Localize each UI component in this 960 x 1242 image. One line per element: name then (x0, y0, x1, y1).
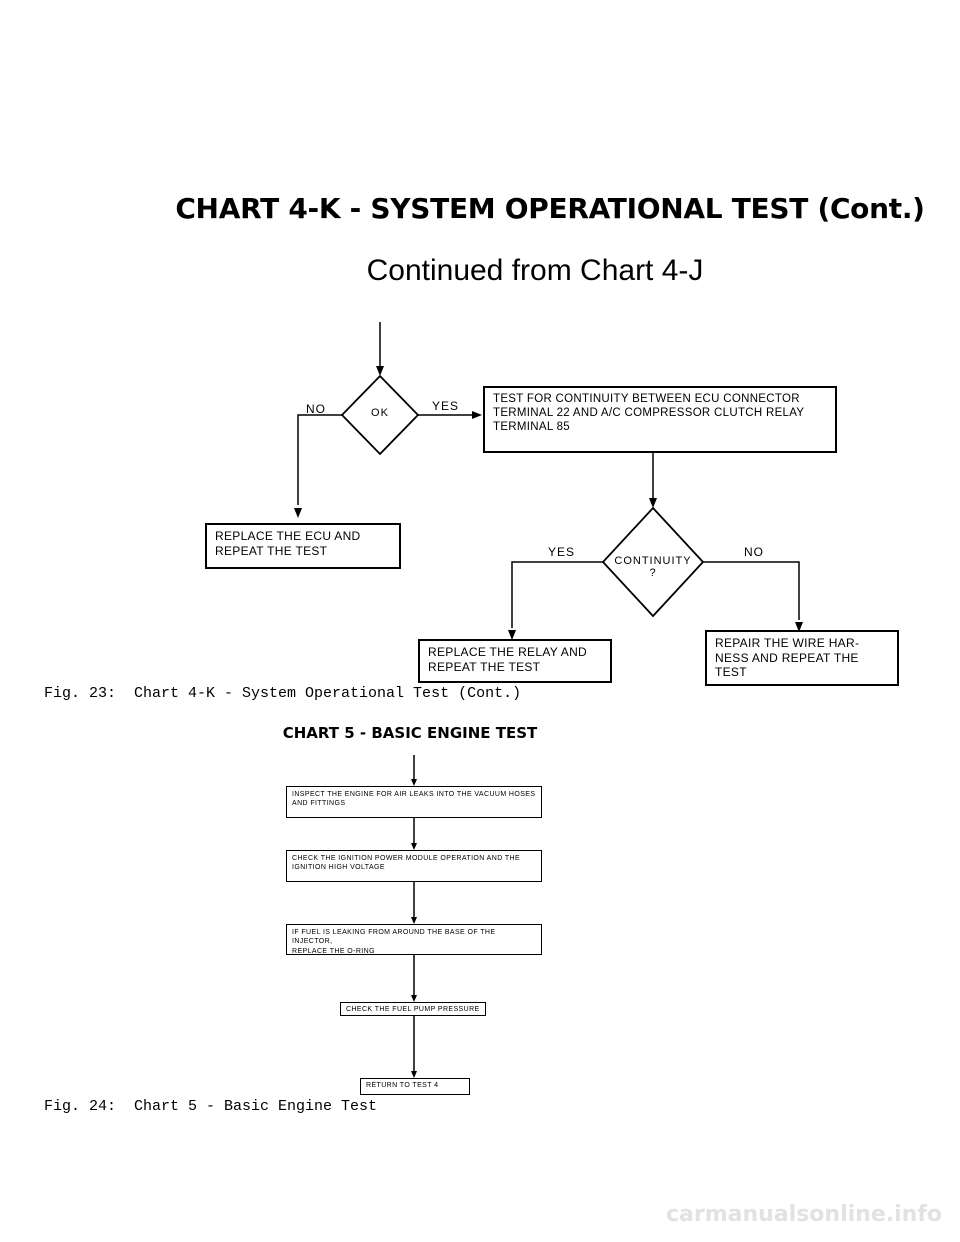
ok-no-label: NO (306, 402, 326, 416)
arrowhead (411, 1071, 417, 1078)
figure-24-caption: Fig. 24: Chart 5 - Basic Engine Test (44, 1098, 378, 1115)
chart-5-title: CHART 5 - BASIC ENGINE TEST (282, 724, 538, 742)
continuity-decision-label: CONTINUITY ? (614, 555, 692, 580)
arrowhead (376, 366, 384, 376)
ok-decision-label: OK (371, 407, 389, 419)
c5-step-inspect-box: INSPECT THE ENGINE FOR AIR LEAKS INTO THE VACUUM HOSES AND FITTINGS (286, 786, 542, 818)
arrowhead (411, 917, 417, 924)
arrowhead (294, 508, 302, 518)
c5-step-fuel-leak-box: IF FUEL IS LEAKING FROM AROUND THE BASE OF THE INJECTOR, REPLACE THE O-RING (286, 924, 542, 955)
cont-no-line (703, 562, 799, 620)
c5-step-fuel-pressure-box: CHECK THE FUEL PUMP PRESSURE (340, 1002, 486, 1016)
ok-yes-label: YES (432, 399, 460, 413)
repair-harness-box: REPAIR THE WIRE HAR- NESS AND REPEAT THE TEST (705, 630, 899, 686)
c5-step-ignition-box: CHECK THE IGNITION POWER MODULE OPERATION AND THE IGNITION HIGH VOLTAGE (286, 850, 542, 882)
test-continuity-box: TEST FOR CONTINUITY BETWEEN ECU CONNECTOR TERMINAL 22 AND A/C COMPRESSOR CLUTCH RELAY TERMINAL 85 (483, 386, 837, 453)
ok-no-line (298, 415, 342, 505)
replace-relay-box: REPLACE THE RELAY AND REPEAT THE TEST (418, 639, 612, 683)
cont-no-label: NO (744, 545, 764, 559)
watermark: carmanualsonline.info (666, 1202, 942, 1227)
cont-yes-line (512, 562, 603, 628)
replace-ecu-box: REPLACE THE ECU AND REPEAT THE TEST (205, 523, 401, 569)
arrowhead (411, 779, 417, 786)
arrowhead (472, 411, 482, 419)
cont-yes-label: YES (548, 545, 576, 559)
arrowhead (411, 843, 417, 850)
figure-23-caption: Fig. 23: Chart 4-K - System Operational Test (Cont.) (44, 685, 522, 702)
chart-4k-title: CHART 4-K - SYSTEM OPERATIONAL TEST (Cont.) (175, 192, 925, 225)
chart-4k-subtitle: Continued from Chart 4-J (366, 254, 704, 287)
arrowhead (411, 995, 417, 1002)
arrowhead (649, 498, 657, 508)
c5-step-return-box: RETURN TO TEST 4 (360, 1078, 470, 1095)
